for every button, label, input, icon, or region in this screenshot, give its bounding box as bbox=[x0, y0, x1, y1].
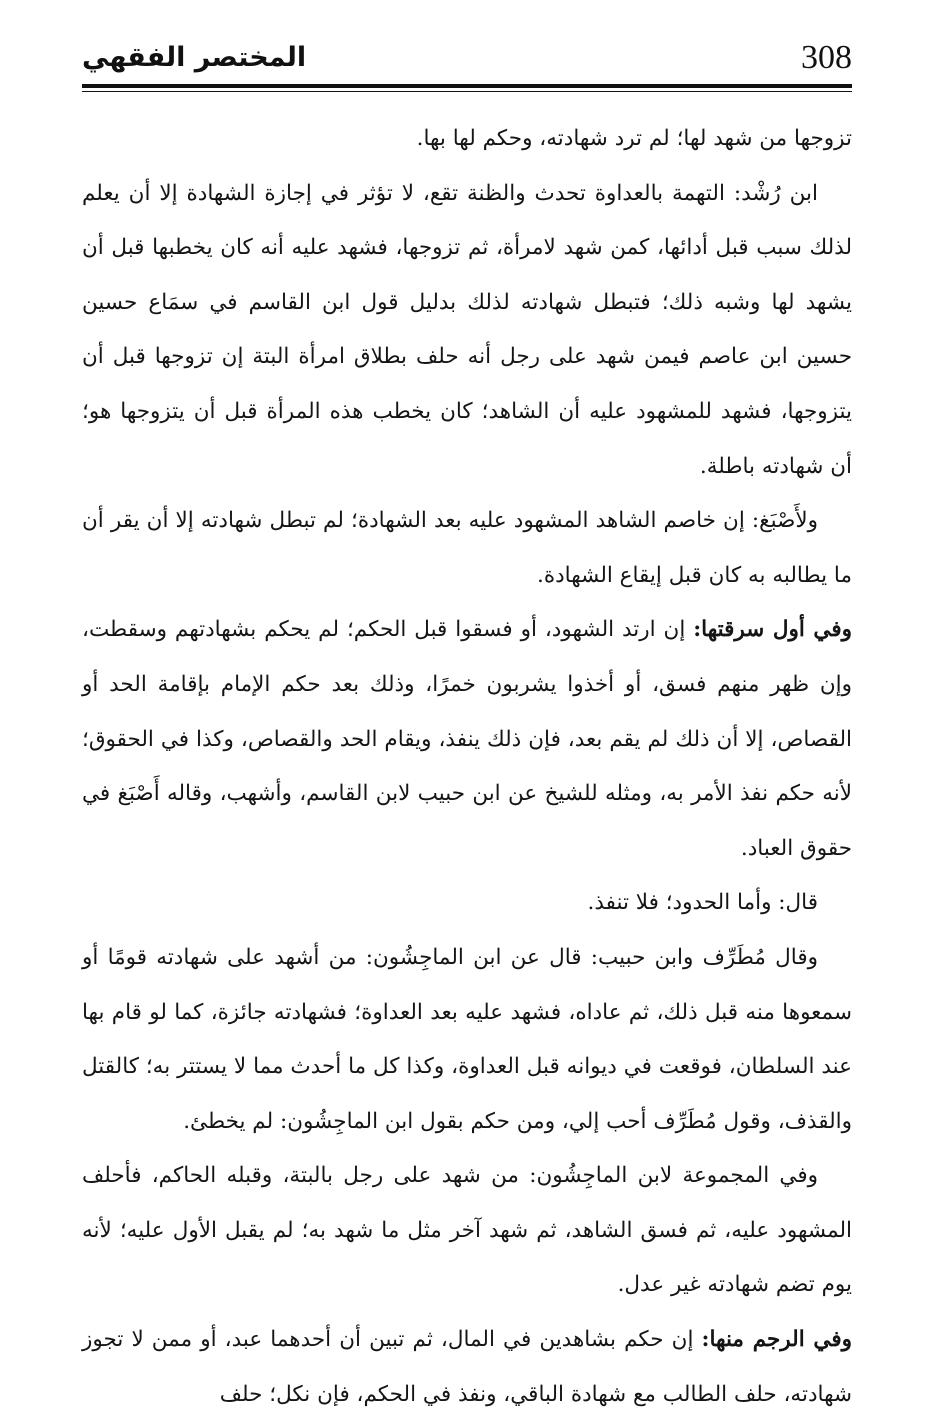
paragraph bbox=[82, 1149, 852, 1313]
paragraph-text: إن حكم بشاهدين في المال، ثم تبين أن أحدهما عبد، أو ممن لا تجوز شهادته، حلف الطالب مع شهادة الباقي، ونفذ في الحكم، فإن نكل؛ حلف bbox=[82, 1327, 852, 1407]
paragraph-text: تزوجها من شهد لها؛ لم ترد شهادته، وحكم لها بها. bbox=[416, 126, 852, 151]
paragraph bbox=[82, 494, 852, 603]
paragraph bbox=[82, 1313, 852, 1422]
paragraph-text: ابن رُشْد: التهمة بالعداوة تحدث والظنة تقع، لا تؤثر في إجازة الشهادة إلا أن يعلم لذلك سبب قبل أدائها، كمن شهد لامرأة، ثم تزوجها، فشهد عليه أنه كان يخطبها قبل أن يشهد لها وشبه ذلك؛ فتبطل شهادته لذلك بدليل قول ابن القاسم في سمَاع حسين حسين ابن عاصم فيمن شهد على رجل أنه حلف بطلاق امرأة البتة إن تزوجها قبل أن يتزوجها، فشهد للمشهود عليه أن الشاهد؛ كان يخطب هذه المرأة قبل أن يتزوجها هو؛ أن شهادته باطلة. bbox=[82, 180, 852, 479]
paragraph bbox=[82, 167, 852, 495]
header-rule-thin bbox=[82, 91, 852, 92]
paragraph-lead: وفي أول سرقتها: bbox=[693, 617, 852, 643]
page-header bbox=[82, 36, 852, 80]
header-rule-thick bbox=[82, 84, 852, 88]
paragraph bbox=[82, 112, 852, 167]
paragraph-text: إن ارتد الشهود، أو فسقوا قبل الحكم؛ لم يحكم بشهادتهم وسقطت، وإن ظهر منهم فسق، أو أخذوا يشربون خمرًا، وذلك بعد حكم الإمام بإقامة الحد أو القصاص، إلا أن ذلك لم يقم بعد، فإن ذلك ينفذ، ويقام الحد والقصاص، وكذا في الحقوق؛ لأنه حكم نفذ الأمر به، ومثله للشيخ عن ابن حبيب لابن القاسم، وأشهب، وقاله أَصْبَغ في حقوق العباد. bbox=[82, 617, 852, 861]
page-body bbox=[82, 112, 852, 1422]
page-number: 308 bbox=[801, 39, 852, 76]
paragraph-lead: وفي الرجم منها: bbox=[701, 1327, 852, 1353]
running-title: المختصر الفقهي bbox=[82, 42, 307, 73]
paragraph-text: ولأَصْبَغ: إن خاصم الشاهد المشهود عليه بعد الشهادة؛ لم تبطل شهادته إلا أن يقر أن ما يطالبه به كان قبل إيقاع الشهادة. bbox=[82, 508, 852, 588]
paragraph bbox=[82, 603, 852, 876]
paragraph bbox=[82, 876, 852, 931]
paragraph-text: وفي المجموعة لابن الماجِشُون: من شهد على رجل بالبتة، وقبله الحاكم، فأحلف المشهود عليه، ثم فسق الشاهد، ثم شهد آخر مثل ما شهد به؛ لم يقبل الأول عليه؛ لأنه يوم تضم شهادته غير عدل. bbox=[82, 1163, 852, 1298]
paragraph-text: قال: وأما الحدود؛ فلا تنفذ. bbox=[587, 890, 818, 916]
paragraph bbox=[82, 931, 852, 1149]
paragraph-text: وقال مُطَرِّف وابن حبيب: قال عن ابن الماجِشُون: من أشهد على شهادته قومًا أو سمعوها منه قبل ذلك، ثم عاداه، فشهد عليه بعد العداوة؛ فشهادته جائزة، كما لو قام بها عند السلطان، فوقعت في ديوانه قبل العداوة، وكذا كل ما أحدث مما لا يستتر به؛ كالقتل والقذف، وقول مُطَرِّف أحب إلي، ومن حكم بقول ابن الماجِشُون: لم يخطئ. bbox=[82, 944, 852, 1134]
